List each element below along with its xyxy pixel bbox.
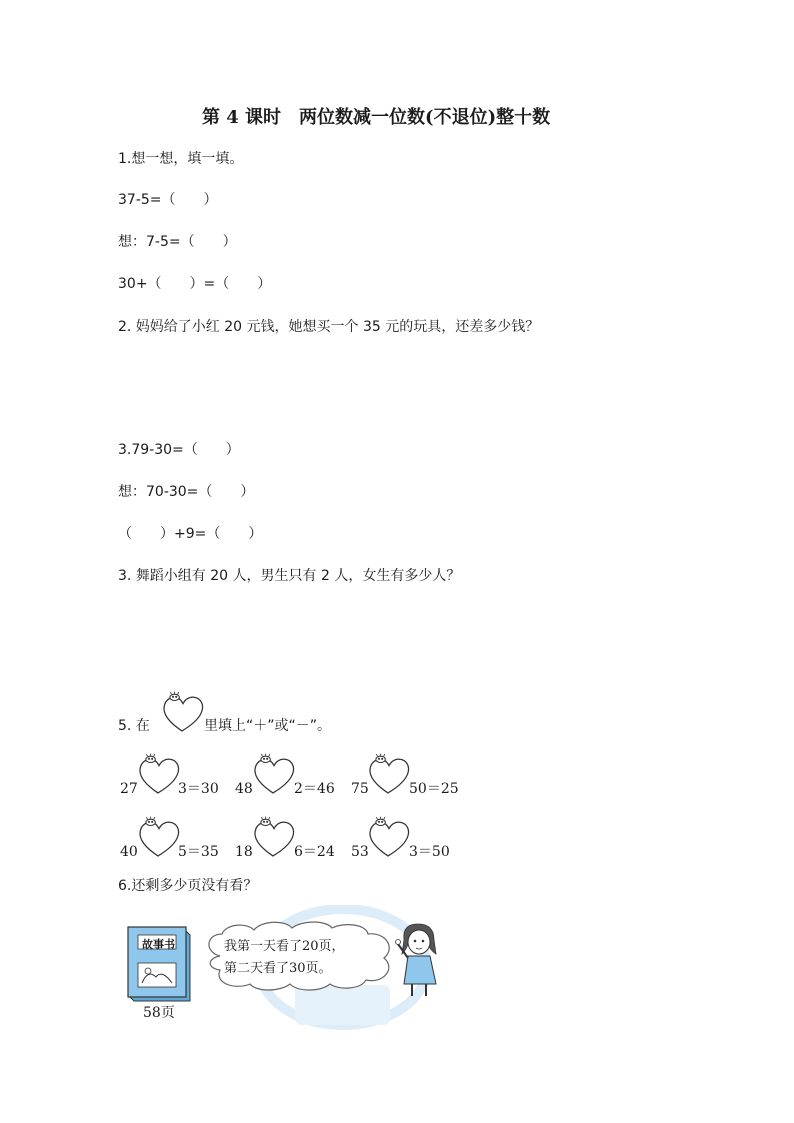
speech-line-2: 第二天看了30页。 (224, 961, 332, 976)
q5-r2-c3-right: 3＝50 (409, 844, 450, 860)
q5-r1-c3-right: 50＝25 (409, 781, 459, 797)
speech-line-1: 我第一天看了20页， (224, 939, 345, 954)
heart-icon (136, 815, 182, 857)
q5-r1-c3-left: 75 (351, 781, 369, 797)
book-pages-label: 58页 (143, 1005, 175, 1021)
q5-prefix: 5. 在 (118, 718, 150, 734)
q5-r1-c1-left: 27 (120, 781, 138, 797)
q5-suffix: 里填上“＋”或“－”。 (204, 718, 332, 734)
speech-cloud (200, 920, 400, 992)
q6-heading: 6.还剩多少页没有看？ (118, 878, 258, 894)
q5-r2-c3-left: 53 (351, 844, 369, 860)
q3a-line-3: （ ）+9=（ ） (118, 526, 263, 542)
q5-r2-c2-right: 6＝24 (294, 844, 335, 860)
page-title: 第 4 课时 两位数减一位数(不退位)整十数 (202, 107, 551, 128)
q2-text: 2. 妈妈给了小红 20 元钱，她想买一个 35 元的玩具，还差多少钱？ (118, 319, 540, 335)
q3a-line-1: 3.79-30=（ ） (118, 442, 240, 458)
q3a-line-2: 想：70-30=（ ） (118, 484, 255, 500)
q1-heading: 1.想一想，填一填。 (118, 151, 244, 167)
q1-line-2: 想：7-5=（ ） (118, 234, 237, 250)
heart-icon (251, 815, 297, 857)
girl-illustration (394, 920, 450, 1000)
q5-r1-c1-right: 3＝30 (178, 781, 219, 797)
q5-r1-c2-left: 48 (235, 781, 253, 797)
q5-r2-c1-right: 5＝35 (178, 844, 219, 860)
q5-r1-c2-right: 2＝46 (294, 781, 335, 797)
heart-icon (366, 815, 412, 857)
heart-icon (251, 752, 297, 794)
book-title: 故事书 (142, 938, 175, 951)
q3b-text: 3. 舞蹈小组有 20 人，男生只有 2 人，女生有多少人？ (118, 568, 461, 584)
q5-r2-c2-left: 18 (235, 844, 253, 860)
q1-line-3: 30+（ ）=（ ） (118, 276, 272, 292)
heart-icon (136, 752, 182, 794)
q1-line-1: 37-5=（ ） (118, 192, 218, 208)
heart-icon (366, 752, 412, 794)
heart-icon (160, 690, 206, 732)
q5-r2-c1-left: 40 (120, 844, 138, 860)
